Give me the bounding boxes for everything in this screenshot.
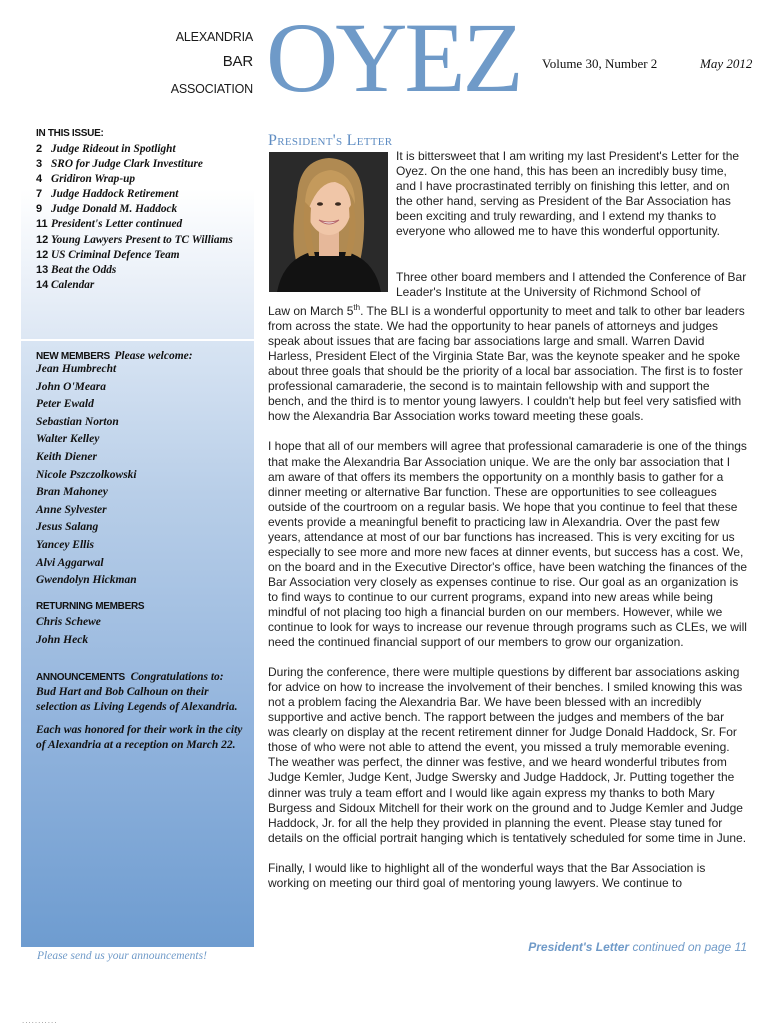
member-name: Jesus Salang bbox=[36, 521, 99, 534]
toc-list bbox=[36, 142, 233, 293]
sidebar bbox=[21, 125, 254, 947]
toc-title-text: Judge Rideout in Spotlight bbox=[51, 143, 176, 155]
member-name: Yancey Ellis bbox=[36, 538, 95, 551]
member-name: Nicole Pszczolkowski bbox=[36, 468, 137, 481]
toc-title-text: Calendar bbox=[51, 278, 95, 291]
member-name: Anne Sylvester bbox=[36, 503, 107, 516]
newsletter-logo: OYEZ bbox=[266, 2, 521, 113]
toc-page: 9 bbox=[36, 203, 43, 216]
member-name: Bran Mahoney bbox=[36, 486, 108, 499]
member-name: Walter Kelley bbox=[36, 433, 100, 446]
continued-page-text: continued on page 11 bbox=[632, 940, 747, 954]
toc-page: 11 bbox=[36, 218, 48, 231]
announcement-text: Congratulations to: Bud Hart and Bob Calhoun on their selection as Living Legends of Alexandria. bbox=[36, 671, 238, 714]
new-members-list bbox=[36, 361, 137, 590]
issue-date: May 2012 bbox=[700, 56, 753, 71]
announcements-title: ANNOUNCEMENTS bbox=[36, 672, 125, 683]
toc-item[interactable] bbox=[36, 202, 233, 217]
returning-members-title: RETURNING MEMBERS bbox=[36, 601, 145, 612]
letter-paragraph-2-rest: . The BLI is a wonderful opportunity to meet and talk to other bar leaders from across the state. We had the opportunity to hear panels of attorneys and judges speak about issues that are facing bar associations large and small. Warren David Harless, President Elect of the Virginia State Bar, was the keynote speaker and he spoke about three goals that should be the priority of a local bar association. The first is to foster professional camaraderie, the second is to maintain fellowship with and support the bench, and the third is to mentor young lawyers. I couldn't help but feel very satisfied with how the Alexandria Bar Association works toward meeting these goals. bbox=[268, 304, 745, 424]
member-name: Jean Humbrecht bbox=[36, 363, 117, 375]
member-name: John O'Meara bbox=[36, 380, 106, 393]
member-name: Alvi Aggarwal bbox=[36, 556, 104, 569]
returning-members-list bbox=[36, 614, 101, 649]
toc-title-text: SRO for Judge Clark Investiture bbox=[51, 158, 203, 171]
toc-page: 14 bbox=[36, 278, 49, 291]
member-name: Keith Diener bbox=[36, 450, 98, 463]
presidents-letter-title: President's Letter bbox=[268, 132, 393, 149]
toc-title-text: Beat the Odds bbox=[51, 263, 117, 276]
toc-title-text: Young Lawyers Present to TC Williams bbox=[51, 233, 233, 246]
send-announcements-note: Please send us your announcements! bbox=[37, 950, 207, 962]
toc-item[interactable] bbox=[36, 157, 233, 172]
letter-paragraph-3: I hope that all of our members will agree that professional camaraderie is one of the things that make the Alexandria Bar Association unique. We are the only bar association that I am aware of that offers its members the opportunity on a monthly basis to gather for a dinner meeting or alternative Bar function. These are opportunities to see colleagues outside of the courtroom on a regular basis. We hope that you continue to feel that these events provide a meaningful benefit to practicing law in Alexandria. Over the past few years, attendance at most of our bar functions has increased. This is very exciting for us especially to see more and more new faces at dinner events, but success has a cost. We, on the board and in the Executive Director's office, have been watching the finances of the Bar Association very closely as expenses continue to rise. Our goal as an organization is to find ways to continue to our current programs, expand into new areas while being mindful of not placing too high a financial burden on our members. However, while we continue to look for ways to increase our revenue through programs such as CLEs, we will need the continued financial support of our members to grow our organization. bbox=[268, 439, 748, 650]
toc-title-text: Gridiron Wrap-up bbox=[51, 173, 136, 186]
new-members-title: NEW MEMBERS bbox=[36, 351, 110, 362]
toc-item[interactable] bbox=[36, 172, 233, 187]
letter-paragraph-1: It is bittersweet that I am writing my last President's Letter for the Oyez. On the one hand, this has been an incredibly busy time, and I have procrastinated terribly on finishing this letter, and on the other hand, serving as President of the Bar Association has been exciting and truly rewarding, and I extend my thanks to everyone who allowed me to have this wonderful opportunity. bbox=[396, 149, 740, 239]
toc-item[interactable] bbox=[36, 233, 233, 248]
toc-page: 12 bbox=[36, 248, 49, 261]
member-name: Chris Schewe bbox=[36, 616, 101, 628]
date-superscript: th bbox=[353, 303, 361, 313]
letter-paragraph-2 bbox=[268, 270, 748, 424]
announcement-text: Each was honored for their work in the city of Alexandria at a reception on March 22. bbox=[36, 723, 243, 751]
toc-title: IN THIS ISSUE: bbox=[36, 128, 104, 139]
toc-page: 13 bbox=[36, 263, 49, 276]
toc-item[interactable] bbox=[36, 263, 233, 278]
org-name-line1: ALEXANDRIA bbox=[175, 30, 253, 44]
toc-item[interactable] bbox=[36, 217, 233, 232]
letter-paragraph-2-wrap: Three other board members and I attended the Conference of Bar Leader's Institute at the University of Richmond School of bbox=[396, 270, 747, 300]
toc-title-text: Judge Haddock Retirement bbox=[51, 188, 179, 201]
sidebar-divider bbox=[21, 339, 254, 341]
issue-number: Volume 30, Number 2 bbox=[542, 56, 658, 71]
toc-item[interactable] bbox=[36, 278, 233, 293]
member-name: Gwendolyn Hickman bbox=[36, 574, 137, 587]
continued-link[interactable] bbox=[528, 940, 747, 954]
toc-page: 12 bbox=[36, 233, 49, 246]
toc-title-text: Judge Donald M. Haddock bbox=[51, 203, 178, 216]
letter-body bbox=[268, 270, 748, 906]
footer-dots: ........... bbox=[22, 1016, 58, 1025]
new-members-welcome: Please welcome: bbox=[114, 350, 193, 362]
toc-item[interactable] bbox=[36, 142, 233, 157]
org-name-line3: ASSOCIATION bbox=[170, 82, 253, 96]
letter-paragraph-2-start: Law on March 5 bbox=[268, 304, 354, 319]
toc-item[interactable] bbox=[36, 187, 233, 202]
toc-item[interactable] bbox=[36, 248, 233, 263]
toc-page: 2 bbox=[36, 143, 43, 155]
announcements bbox=[36, 670, 244, 760]
toc-title-text: US Criminal Defence Team bbox=[51, 248, 180, 261]
letter-paragraph-5: Finally, I would like to highlight all of the wonderful ways that the Bar Association is working on meeting our third goal of mentoring young lawyers. We continue to bbox=[268, 860, 706, 890]
toc-page: 3 bbox=[36, 158, 43, 171]
org-name-line2: BAR bbox=[222, 53, 253, 70]
toc-page: 4 bbox=[36, 173, 43, 186]
member-name: Sebastian Norton bbox=[36, 415, 119, 428]
member-name: John Heck bbox=[36, 633, 89, 646]
toc-title-text: President's Letter continued bbox=[51, 218, 183, 231]
toc-page: 7 bbox=[36, 188, 43, 201]
continued-article-name: President's Letter bbox=[528, 940, 630, 954]
member-name: Peter Ewald bbox=[36, 398, 94, 411]
letter-paragraph-4: During the conference, there were multiple questions by different bar associations asking for advice on how to increase the involvement of their benches. I smiled knowing this was not a problem facing the Alexandria Bar. We have been blessed with an incredibly supportive and active bench. The rapport between the judges and members of the bar was clearly on display at the recent retirement dinner for Judge Donald Haddock, Sr. For those of who were not able to attend the event, you missed a truly memorable evening. The weather was perfect, the dinner was festive, and we heard wonderful tributes from Judge Kemler, Judge Kent, Judge Swersky and Judge Haddock, Jr. Putting together the dinner was truly a team effort and I would like again express my thanks to both Mary Burgess and Sidoux Mitchell for their work on the ground and to Judge Kemler and Judge Haddock, Jr. for all the help they provided in planning the event. Please stay tuned for details on the official portrait hanging which is tentatively scheduled for some time in June. bbox=[268, 665, 747, 845]
